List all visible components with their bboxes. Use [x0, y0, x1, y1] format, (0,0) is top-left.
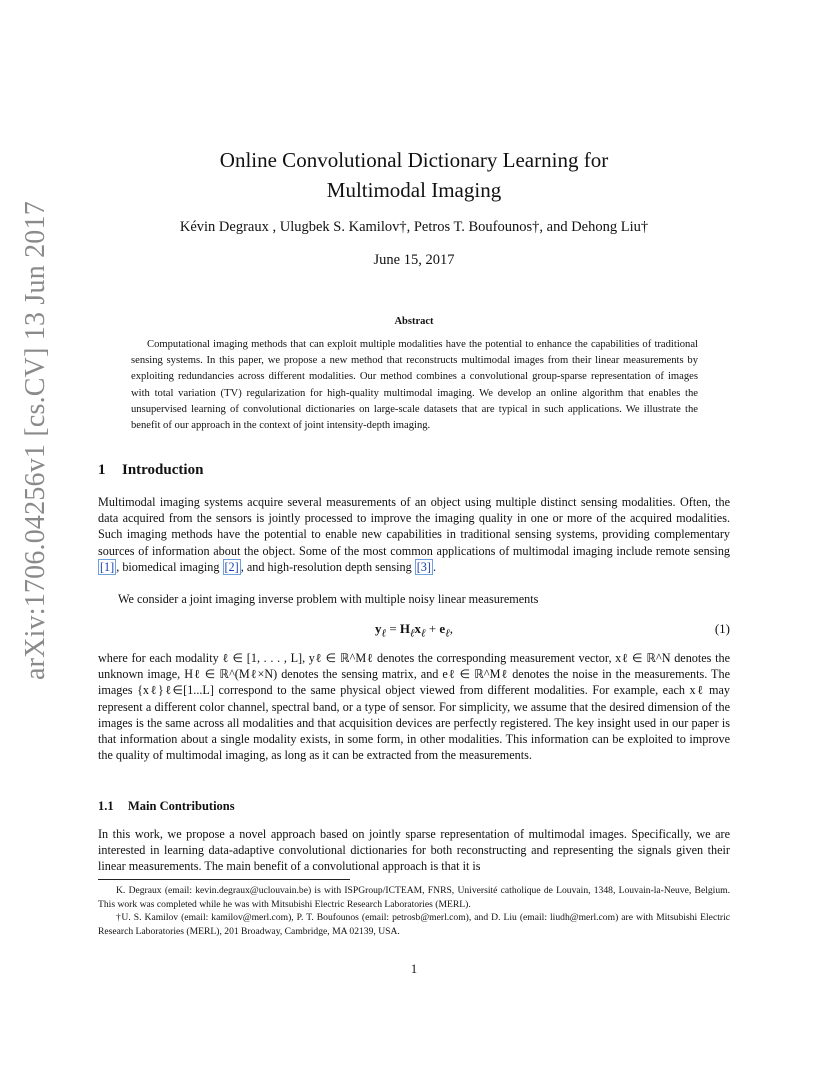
citation-link-2[interactable]: [2] — [224, 559, 239, 574]
intro-paragraph-3: where for each modality ℓ ∈ [1, . . . , L], yℓ ∈ ℝ^Mℓ denotes the corresponding measurement vector, xℓ ∈ ℝ^N denotes the unknown image, Hℓ ∈ ℝ^(Mℓ×N) denotes the sensing matrix, and eℓ ∈ ℝ^Mℓ denotes the noise in the measurements. The images {xℓ}ℓ∈[1...L] correspond to the same physical object viewed from different modalities. For example, each xℓ may represent a different color channel, spectral band, or a type of sensor. For simplicity, we assume that the desired dimension of the images is the same across all modalities and that acquisition devices are perfectly registered. The key insight used in our paper is that information about a single modality exists, in some form, in other modalities. This information can be exploited to improve the quality of multimodal imaging, as long as it can be extracted from the measurements. — [98, 651, 730, 763]
equation-expression — [98, 621, 730, 640]
intro-p1-text: Multimodal imaging systems acquire several measurements of an object using multiple distinct sensing modalities. Often, the data acquired from the sensors is jointly processed to improve the imaging quality in one or more of the acquired modalities. Such imaging methods have the potential to enable new capabilities in traditional sensing systems, providing complementary sources of information about the object. Some of the most common applications of multimodal imaging include remote sensing — [98, 495, 730, 558]
eq-plus: + — [425, 621, 440, 636]
eq-comma: , — [449, 621, 453, 636]
publication-date: June 15, 2017 — [373, 252, 455, 268]
citation-link-1[interactable]: [1] — [100, 559, 115, 574]
intro-p1-mid2: , and high-resolution depth sensing — [240, 559, 415, 574]
intro-paragraph-2: We consider a joint imaging inverse problem with multiple noisy linear measurements — [118, 592, 539, 606]
abstract-body: Computational imaging methods that can exploit multiple modalities have the potential to enhance the capabilities of traditional sensing systems. In this paper, we propose a new method that reconstructs multimodal images from their linear measurements by exploiting redundancies across different modalities. Our method combines a convolutional group-sparse representation of images with total variation (TV) regularization for high-quality multimodal imaging. We develop an online algorithm that enables the unsupervised learning of convolutional dictionaries on large-scale datasets that are typical in such applications. We illustrate the benefit of our approach in the context of joint intensity-depth imaging. — [131, 339, 698, 432]
page-number: 1 — [410, 962, 418, 976]
intro-p1-mid1: , biomedical imaging — [116, 559, 223, 574]
eq-H: H — [399, 621, 411, 636]
eq-equals: = — [386, 621, 400, 636]
paper-title — [140, 145, 688, 205]
subsection-title: Main Contributions — [128, 799, 235, 813]
footnotes — [98, 884, 730, 938]
title-line-2: Multimodal Imaging — [326, 178, 502, 202]
eq-sub-y: ℓ — [381, 627, 387, 640]
subsection-heading-main-contributions — [98, 799, 235, 814]
eq-sub-H: ℓ — [410, 627, 415, 640]
eq-x: x — [414, 621, 422, 636]
arxiv-identifier-stamp[interactable]: arXiv:1706.04256v1 [cs.CV] 13 Jun 2017 — [20, 201, 51, 680]
title-line-1: Online Convolutional Dictionary Learning for — [219, 148, 609, 172]
section-title: Introduction — [122, 462, 204, 478]
eq-e: e — [439, 621, 446, 636]
section-number: 1 — [98, 462, 106, 478]
eq-y: y — [375, 621, 382, 636]
equation-1 — [98, 621, 730, 639]
citation-link-3[interactable]: [3] — [416, 559, 431, 574]
abstract-heading: Abstract — [394, 316, 434, 327]
footnote-1: K. Degraux (email: kevin.degraux@uclouvain.be) is with ISPGroup/ICTEAM, FNRS, Université catholique de Louvain, 1348, Louvain-la-Neuve, Belgium. This work was completed while he was with Mitsubishi Electric Research Laboratories (MERL). — [98, 885, 730, 910]
equation-number: (1) — [714, 621, 730, 636]
intro-p1-end: . — [432, 559, 436, 574]
author-list: Kévin Degraux , Ulugbek S. Kamilov†, Petros T. Boufounos†, and Dehong Liu† — [179, 219, 649, 235]
footnote-divider — [98, 879, 350, 880]
section-heading-introduction — [98, 462, 203, 479]
subsection-number: 1.1 — [98, 799, 114, 813]
eq-sub-e: ℓ — [445, 627, 450, 640]
contributions-paragraph: In this work, we propose a novel approach based on jointly sparse representation of multimodal images. Specifically, we are interested in learning data-adaptive convolutional dictionaries for both reconstructing and representing the signals given their linear measurements. The main benefit of a convolutional approach is that it is — [98, 827, 730, 874]
intro-paragraph-1 — [98, 494, 730, 575]
footnote-2: †U. S. Kamilov (email: kamilov@merl.com), P. T. Boufounos (email: petrosb@merl.com), and D. Liu (email: liudh@merl.com) are with Mitsubishi Electric Research Laboratories (MERL), 201 Broadway, Cambridge, MA 02139, USA. — [98, 912, 730, 937]
eq-sub-x: ℓ — [421, 627, 426, 640]
